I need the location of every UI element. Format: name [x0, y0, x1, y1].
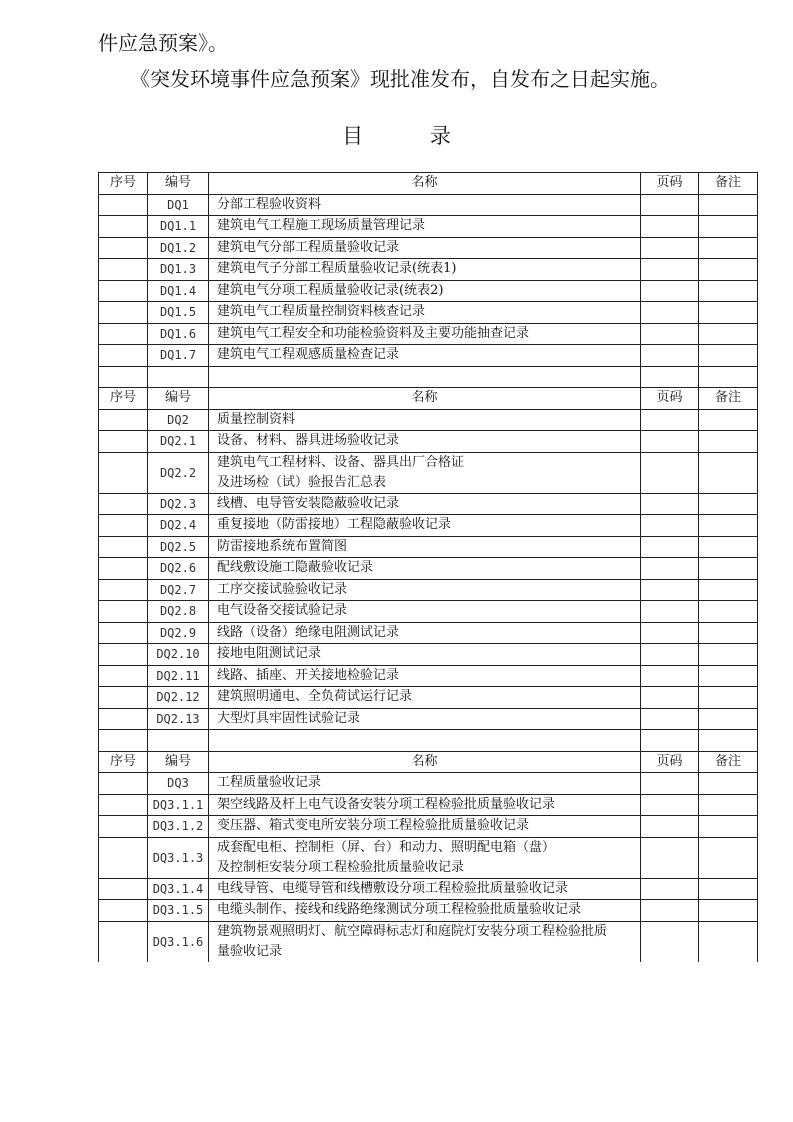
table-row — [99, 493, 758, 515]
table-row — [99, 237, 758, 259]
header-seq: 序号 — [99, 751, 148, 773]
seq-cell — [99, 579, 148, 601]
note-cell — [699, 900, 758, 922]
header-page: 页码 — [641, 388, 699, 410]
note-cell — [699, 493, 758, 515]
name-cell: 建筑电气工程观感质量检查记录 — [209, 345, 641, 367]
name-cell: 电线导管、电缆导管和线槽敷设分项工程检验批质量验收记录 — [209, 878, 641, 900]
seq-cell — [99, 323, 148, 345]
page-cell — [641, 816, 699, 838]
page-cell — [641, 708, 699, 730]
code-cell: DQ3.1.2 — [148, 816, 209, 838]
page-cell — [641, 194, 699, 216]
code-cell: DQ3.1.5 — [148, 900, 209, 922]
note-cell — [699, 644, 758, 666]
code-cell: DQ3.1.3 — [148, 837, 209, 878]
code-cell: DQ1.4 — [148, 280, 209, 302]
header-row — [99, 388, 758, 410]
code-cell: DQ2.4 — [148, 515, 209, 537]
header-note: 备注 — [699, 751, 758, 773]
seq-cell — [99, 345, 148, 367]
name-cell: 大型灯具牢固性试验记录 — [209, 708, 641, 730]
note-cell — [699, 687, 758, 709]
name-cell: 质量控制资料 — [209, 409, 641, 431]
header-page: 页码 — [641, 173, 699, 195]
note-cell — [699, 366, 758, 388]
page-cell — [641, 237, 699, 259]
seq-cell — [99, 452, 148, 493]
table-row — [99, 558, 758, 580]
table-row — [99, 773, 758, 795]
code-cell: DQ1.5 — [148, 302, 209, 324]
seq-cell — [99, 558, 148, 580]
table-row — [99, 579, 758, 601]
code-cell: DQ3.1.4 — [148, 878, 209, 900]
note-cell — [699, 194, 758, 216]
seq-cell — [99, 259, 148, 281]
page-cell — [641, 216, 699, 238]
name-cell: 防雷接地系统布置简图 — [209, 536, 641, 558]
header-row — [99, 751, 758, 773]
seq-cell — [99, 431, 148, 453]
seq-cell — [99, 409, 148, 431]
name-cell: 线路（设备）绝缘电阻测试记录 — [209, 622, 641, 644]
header-seq: 序号 — [99, 173, 148, 195]
table-row — [99, 687, 758, 709]
table-row — [99, 216, 758, 238]
name-cell: 建筑电气分部工程质量验收记录 — [209, 237, 641, 259]
note-cell — [699, 280, 758, 302]
table-row — [99, 601, 758, 623]
seq-cell — [99, 216, 148, 238]
header-code: 编号 — [148, 173, 209, 195]
page-cell — [641, 730, 699, 752]
page-cell — [641, 579, 699, 601]
page-cell — [641, 773, 699, 795]
page-title: 目 录 — [342, 124, 481, 148]
code-cell: DQ1.3 — [148, 259, 209, 281]
page-cell — [641, 622, 699, 644]
seq-cell — [99, 601, 148, 623]
name-cell: 工序交接试验验收记录 — [209, 579, 641, 601]
name-cell: 建筑电气子分部工程质量验收记录(统表1) — [209, 259, 641, 281]
name-cell: 架空线路及杆上电气设备安装分项工程检验批质量验收记录 — [209, 794, 641, 816]
header-code: 编号 — [148, 751, 209, 773]
seq-cell — [99, 366, 148, 388]
seq-cell — [99, 816, 148, 838]
note-cell — [699, 579, 758, 601]
seq-cell — [99, 280, 148, 302]
table-row — [99, 644, 758, 666]
name-cell: 建筑电气工程质量控制资料核查记录 — [209, 302, 641, 324]
table-row — [99, 622, 758, 644]
table-row — [99, 280, 758, 302]
page-cell — [641, 493, 699, 515]
name-cell: 建筑照明通电、全负荷试运行记录 — [209, 687, 641, 709]
name-cell: 接地电阻测试记录 — [209, 644, 641, 666]
page-cell — [641, 921, 699, 962]
table-row — [99, 366, 758, 388]
header-note: 备注 — [699, 173, 758, 195]
seq-cell — [99, 302, 148, 324]
page-cell — [641, 259, 699, 281]
header-name: 名称 — [209, 388, 641, 410]
code-cell: DQ1.6 — [148, 323, 209, 345]
note-cell — [699, 794, 758, 816]
code-cell: DQ2.13 — [148, 708, 209, 730]
note-cell — [699, 259, 758, 281]
seq-cell — [99, 773, 148, 795]
seq-cell — [99, 237, 148, 259]
seq-cell — [99, 730, 148, 752]
code-cell: DQ2.3 — [148, 493, 209, 515]
page-cell — [641, 323, 699, 345]
page-cell — [641, 687, 699, 709]
page-cell — [641, 558, 699, 580]
name-cell: 建筑物景观照明灯、航空障碍标志灯和庭院灯安装分项工程检验批质 量验收记录 — [209, 921, 641, 962]
note-cell — [699, 622, 758, 644]
code-cell: DQ2.5 — [148, 536, 209, 558]
note-cell — [699, 237, 758, 259]
name-cell: 建筑电气工程安全和功能检验资料及主要功能抽查记录 — [209, 323, 641, 345]
code-cell: DQ1.2 — [148, 237, 209, 259]
note-cell — [699, 816, 758, 838]
code-cell: DQ2.1 — [148, 431, 209, 453]
note-cell — [699, 708, 758, 730]
note-cell — [699, 409, 758, 431]
code-cell: DQ2.12 — [148, 687, 209, 709]
code-cell — [148, 730, 209, 752]
seq-cell — [99, 837, 148, 878]
page-cell — [641, 601, 699, 623]
note-cell — [699, 216, 758, 238]
page-cell — [641, 900, 699, 922]
table-row — [99, 194, 758, 216]
name-cell: 电缆头制作、接线和线路绝缘测试分项工程检验批质量验收记录 — [209, 900, 641, 922]
header-seq: 序号 — [99, 388, 148, 410]
header-name: 名称 — [209, 173, 641, 195]
seq-cell — [99, 900, 148, 922]
note-cell — [699, 302, 758, 324]
page-cell — [641, 837, 699, 878]
page-cell — [641, 345, 699, 367]
code-cell: DQ3.1.1 — [148, 794, 209, 816]
page-cell — [641, 366, 699, 388]
note-cell — [699, 921, 758, 962]
name-cell: 建筑电气工程施工现场质量管理记录 — [209, 216, 641, 238]
code-cell: DQ2.10 — [148, 644, 209, 666]
page-cell — [641, 452, 699, 493]
table-row — [99, 665, 758, 687]
note-cell — [699, 601, 758, 623]
seq-cell — [99, 708, 148, 730]
seq-cell — [99, 493, 148, 515]
name-cell: 变压器、箱式变电所安装分项工程检验批质量验收记录 — [209, 816, 641, 838]
table-row — [99, 878, 758, 900]
code-cell: DQ2 — [148, 409, 209, 431]
table-row — [99, 302, 758, 324]
page-cell — [641, 280, 699, 302]
name-cell: 电气设备交接试验记录 — [209, 601, 641, 623]
code-cell: DQ2.8 — [148, 601, 209, 623]
table-row — [99, 323, 758, 345]
code-cell: DQ2.11 — [148, 665, 209, 687]
table-row — [99, 794, 758, 816]
header-note: 备注 — [699, 388, 758, 410]
seq-cell — [99, 665, 148, 687]
note-cell — [699, 665, 758, 687]
page-cell — [641, 794, 699, 816]
table-row — [99, 816, 758, 838]
seq-cell — [99, 794, 148, 816]
code-cell: DQ2.2 — [148, 452, 209, 493]
name-cell: 线槽、电导管安装隐蔽验收记录 — [209, 493, 641, 515]
seq-cell — [99, 644, 148, 666]
table-row — [99, 837, 758, 878]
code-cell: DQ2.7 — [148, 579, 209, 601]
note-cell — [699, 515, 758, 537]
name-cell: 分部工程验收资料 — [209, 194, 641, 216]
table-row — [99, 431, 758, 453]
seq-cell — [99, 622, 148, 644]
name-cell: 建筑电气工程材料、设备、器具出厂合格证 及进场检（试）验报告汇总表 — [209, 452, 641, 493]
table-row — [99, 259, 758, 281]
table-row — [99, 730, 758, 752]
table-row — [99, 515, 758, 537]
code-cell: DQ3 — [148, 773, 209, 795]
note-cell — [699, 452, 758, 493]
table-row — [99, 900, 758, 922]
code-cell: DQ2.9 — [148, 622, 209, 644]
page-cell — [641, 431, 699, 453]
name-cell: 工程质量验收记录 — [209, 773, 641, 795]
page-cell — [641, 878, 699, 900]
table-row — [99, 708, 758, 730]
table-row — [99, 536, 758, 558]
code-cell: DQ3.1.6 — [148, 921, 209, 962]
note-cell — [699, 431, 758, 453]
overlay-text-announcement: 《突发环境事件应急预案》现批准发布，自发布之日起实施。 — [130, 67, 670, 91]
header-row — [99, 173, 758, 195]
note-cell — [699, 878, 758, 900]
name-cell: 重复接地（防雷接地）工程隐蔽验收记录 — [209, 515, 641, 537]
code-cell: DQ1.1 — [148, 216, 209, 238]
note-cell — [699, 323, 758, 345]
header-name: 名称 — [209, 751, 641, 773]
page-cell — [641, 644, 699, 666]
name-cell — [209, 730, 641, 752]
table-row — [99, 345, 758, 367]
page-cell — [641, 302, 699, 324]
seq-cell — [99, 878, 148, 900]
table-row — [99, 452, 758, 493]
code-cell: DQ2.6 — [148, 558, 209, 580]
note-cell — [699, 345, 758, 367]
name-cell: 成套配电柜、控制柜（屏、台）和动力、照明配电箱（盘） 及控制柜安装分项工程检验批质量验收记录 — [209, 837, 641, 878]
page-cell — [641, 665, 699, 687]
note-cell — [699, 837, 758, 878]
page-cell — [641, 536, 699, 558]
page-cell — [641, 409, 699, 431]
code-cell — [148, 366, 209, 388]
note-cell — [699, 536, 758, 558]
table-row — [99, 409, 758, 431]
seq-cell — [99, 921, 148, 962]
contents-table — [98, 172, 758, 962]
note-cell — [699, 730, 758, 752]
header-page: 页码 — [641, 751, 699, 773]
page-cell — [641, 515, 699, 537]
name-cell — [209, 366, 641, 388]
table-row — [99, 921, 758, 962]
seq-cell — [99, 536, 148, 558]
header-code: 编号 — [148, 388, 209, 410]
name-cell: 设备、材料、器具进场验收记录 — [209, 431, 641, 453]
seq-cell — [99, 515, 148, 537]
seq-cell — [99, 687, 148, 709]
note-cell — [699, 558, 758, 580]
seq-cell — [99, 194, 148, 216]
code-cell: DQ1 — [148, 194, 209, 216]
overlay-text-fragment: 件应急预案》。 — [98, 31, 228, 55]
name-cell: 配线敷设施工隐蔽验收记录 — [209, 558, 641, 580]
name-cell: 线路、插座、开关接地检验记录 — [209, 665, 641, 687]
contents-table-body — [99, 173, 758, 962]
code-cell: DQ1.7 — [148, 345, 209, 367]
note-cell — [699, 773, 758, 795]
name-cell: 建筑电气分项工程质量验收记录(统表2) — [209, 280, 641, 302]
